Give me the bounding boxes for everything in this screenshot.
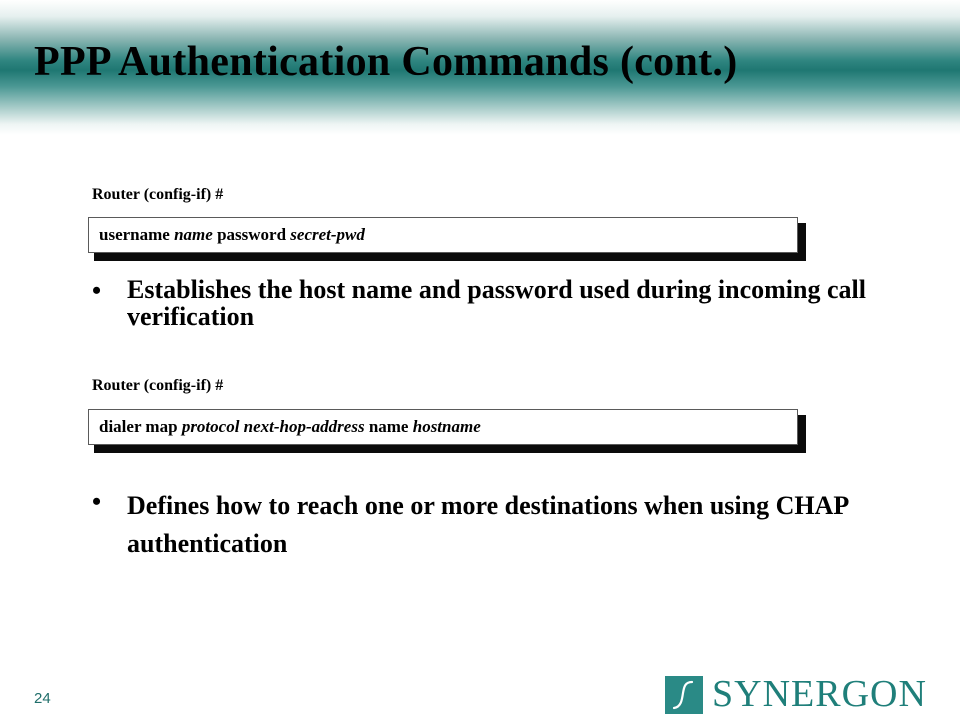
- page-number: 24: [34, 690, 51, 707]
- command-keyword: name: [364, 417, 413, 436]
- command-keyword: password: [212, 225, 291, 244]
- logo-text: SYNERGON: [712, 673, 927, 715]
- command-argument: secret-pwd: [290, 225, 365, 244]
- bullet-text: Defines how to reach one or more destinations when using CHAP authentication: [127, 491, 848, 558]
- router-prompt: Router (config-if) #: [92, 377, 224, 394]
- command-argument: protocol next-hop-address: [181, 417, 365, 436]
- command-argument: name: [174, 225, 213, 244]
- command-box: [88, 409, 800, 447]
- bullet-dot-icon: •: [92, 487, 102, 516]
- command-argument: hostname: [412, 417, 481, 436]
- bullet-text: Establishes the host name and password used during incoming call verification: [127, 275, 866, 331]
- command-box: [88, 217, 800, 255]
- slide-title: PPP Authentication Commands (cont.): [34, 39, 738, 85]
- command-text: [88, 217, 798, 253]
- command-keyword: username: [99, 225, 175, 244]
- command-text: [88, 409, 798, 445]
- router-prompt: Router (config-if) #: [92, 186, 224, 203]
- bullet-dot-icon: •: [92, 276, 102, 305]
- synergon-s-icon: [665, 676, 703, 714]
- command-keyword: dialer map: [99, 417, 182, 436]
